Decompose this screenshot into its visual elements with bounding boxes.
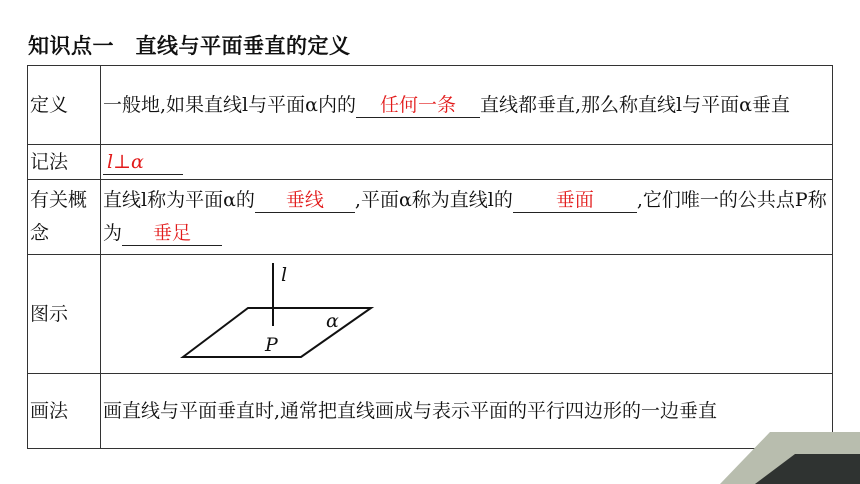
table-row <box>28 255 833 374</box>
concepts-text-1: 直线l称为平面α的 <box>103 189 255 211</box>
concepts-content <box>101 180 833 255</box>
definition-content <box>101 66 833 145</box>
definition-text-before: 一般地,如果直线l与平面α内的 <box>103 93 356 116</box>
row-label-drawing: 画法 <box>28 374 101 449</box>
table-row <box>28 66 833 145</box>
table-row <box>28 180 833 255</box>
row-label-figure: 图示 <box>28 255 101 374</box>
corner-decoration <box>710 414 860 484</box>
answer-foot: 垂足 <box>153 222 192 244</box>
blank-any-line <box>356 93 480 118</box>
definition-text-after: 直线都垂直,那么称直线l与平面α垂直 <box>479 93 790 116</box>
notation-content <box>101 145 833 180</box>
blank-perpendicular-line <box>255 188 355 213</box>
point-label: P <box>265 334 278 356</box>
figure-cell <box>101 255 833 374</box>
definition-table <box>27 65 833 449</box>
perpendicular-figure <box>101 255 401 373</box>
blank-perpendicular-plane <box>513 188 637 213</box>
blank-notation <box>103 150 183 175</box>
answer-notation: l⊥α <box>107 150 144 173</box>
section-title: 知识点一 直线与平面垂直的定义 <box>28 34 351 58</box>
answer-perpendicular-line: 垂线 <box>285 189 324 211</box>
row-label-concepts: 有关概念 <box>28 180 101 255</box>
row-label-definition: 定义 <box>28 66 101 145</box>
row-label-notation: 记法 <box>28 145 101 180</box>
answer-perpendicular-plane: 垂面 <box>555 189 594 211</box>
plane-label: α <box>326 310 339 332</box>
line-label: l <box>281 264 288 286</box>
answer-any-line: 任何一条 <box>379 93 456 116</box>
table-row <box>28 145 833 180</box>
concepts-text-2: ,平面α称为直线l的 <box>354 189 513 211</box>
blank-foot <box>122 221 222 246</box>
concepts-text-3: ,它们唯一的公共点P称为 <box>103 189 827 244</box>
drawing-content: 画直线与平面垂直时,通常把直线画成与表示平面的平行四边形的一边垂直 <box>101 374 833 449</box>
